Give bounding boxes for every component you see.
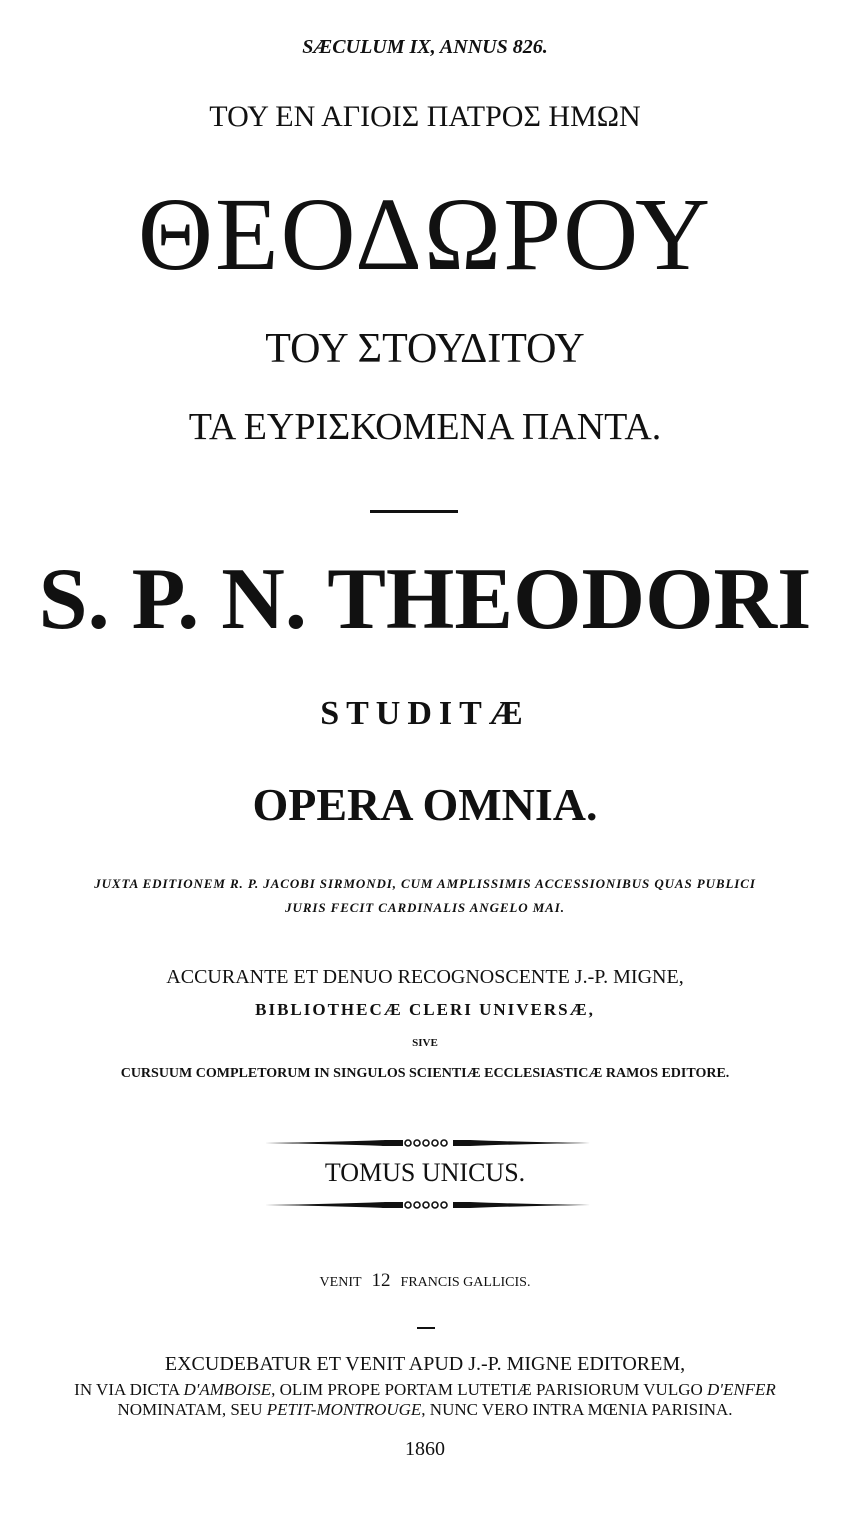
imprint-line-1: EXCUDEBATUR ET VENIT APUD J.-P. MIGNE EDITOREM,: [164, 1353, 686, 1375]
imprint-via: IN VIA DICTA: [74, 1380, 184, 1399]
imprint-amboise: D'AMBOISE: [183, 1380, 272, 1399]
price-line: [0, 1270, 850, 1292]
ornamental-rule-bottom: [265, 1198, 590, 1212]
separator-rule: [370, 510, 458, 513]
accurante-line: ACCURANTE ET DENUO RECOGNOSCENTE J.-P. MIGNE,: [166, 966, 684, 988]
edition-line-1: JUXTA EDITIONEM R. P. JACOBI SIRMONDI, CUM AMPLISSIMIS ACCESSIONIBUS QUAS PUBLICI: [94, 876, 756, 891]
tomus-label: TOMUS UNICUS.: [324, 1158, 526, 1187]
imprint-year: 1860: [405, 1438, 445, 1460]
sive-line: SIVE: [412, 1037, 438, 1049]
imprint-nunc: , NUNC VERO INTRA MŒNIA PARISINA.: [421, 1400, 733, 1419]
ornamental-rule-top: [265, 1136, 590, 1150]
cursuum-line: CURSUUM COMPLETORUM IN SINGULOS SCIENTIÆ ECCLESIASTICÆ RAMOS EDITORE.: [120, 1066, 730, 1081]
short-dash-rule: [417, 1327, 435, 1329]
greek-epithet: ΤΟΥ ΣΤΟΥΔΙΤΟΥ: [265, 326, 585, 372]
edition-line-2: JURIS FECIT CARDINALIS ANGELO MAI.: [285, 900, 565, 915]
imprint-nominatam: NOMINATAM, SEU: [117, 1400, 267, 1419]
imprint-line-2: [0, 1380, 850, 1400]
price-venit: VENIT: [319, 1275, 362, 1290]
imprint-montrouge: PETIT-MONTROUGE: [266, 1400, 422, 1419]
price-currency: FRANCIS GALLICIS.: [400, 1275, 531, 1290]
imprint-line-3: [0, 1400, 850, 1420]
imprint-olim: , OLIM PROPE PORTAM LUTETIÆ PARISIORUM VULGO: [271, 1380, 708, 1399]
latin-works: OPERA OMNIA.: [252, 779, 598, 830]
bibliotheca-line: BIBLIOTHECÆ CLERI UNIVERSÆ,: [255, 1000, 595, 1019]
saeculum-line: SÆCULUM IX, ANNUS 826.: [302, 36, 548, 58]
imprint-enfer: D'ENFER: [707, 1380, 776, 1399]
greek-works: ΤΑ ΕΥΡΙΣΚΟΜΕΝΑ ΠΑΝΤΑ.: [188, 406, 662, 448]
price-amount: 12: [371, 1270, 391, 1291]
greek-intro: ΤΟΥ ΕΝ ΑΓΙΟΙΣ ΠΑΤΡΟΣ ΗΜΩΝ: [209, 100, 641, 133]
latin-name-title: S. P. N. THEODORI: [38, 551, 812, 648]
latin-epithet: STUDITÆ: [320, 695, 530, 732]
greek-name-title: ΘΕΟΔΩΡΟΥ: [137, 177, 713, 292]
